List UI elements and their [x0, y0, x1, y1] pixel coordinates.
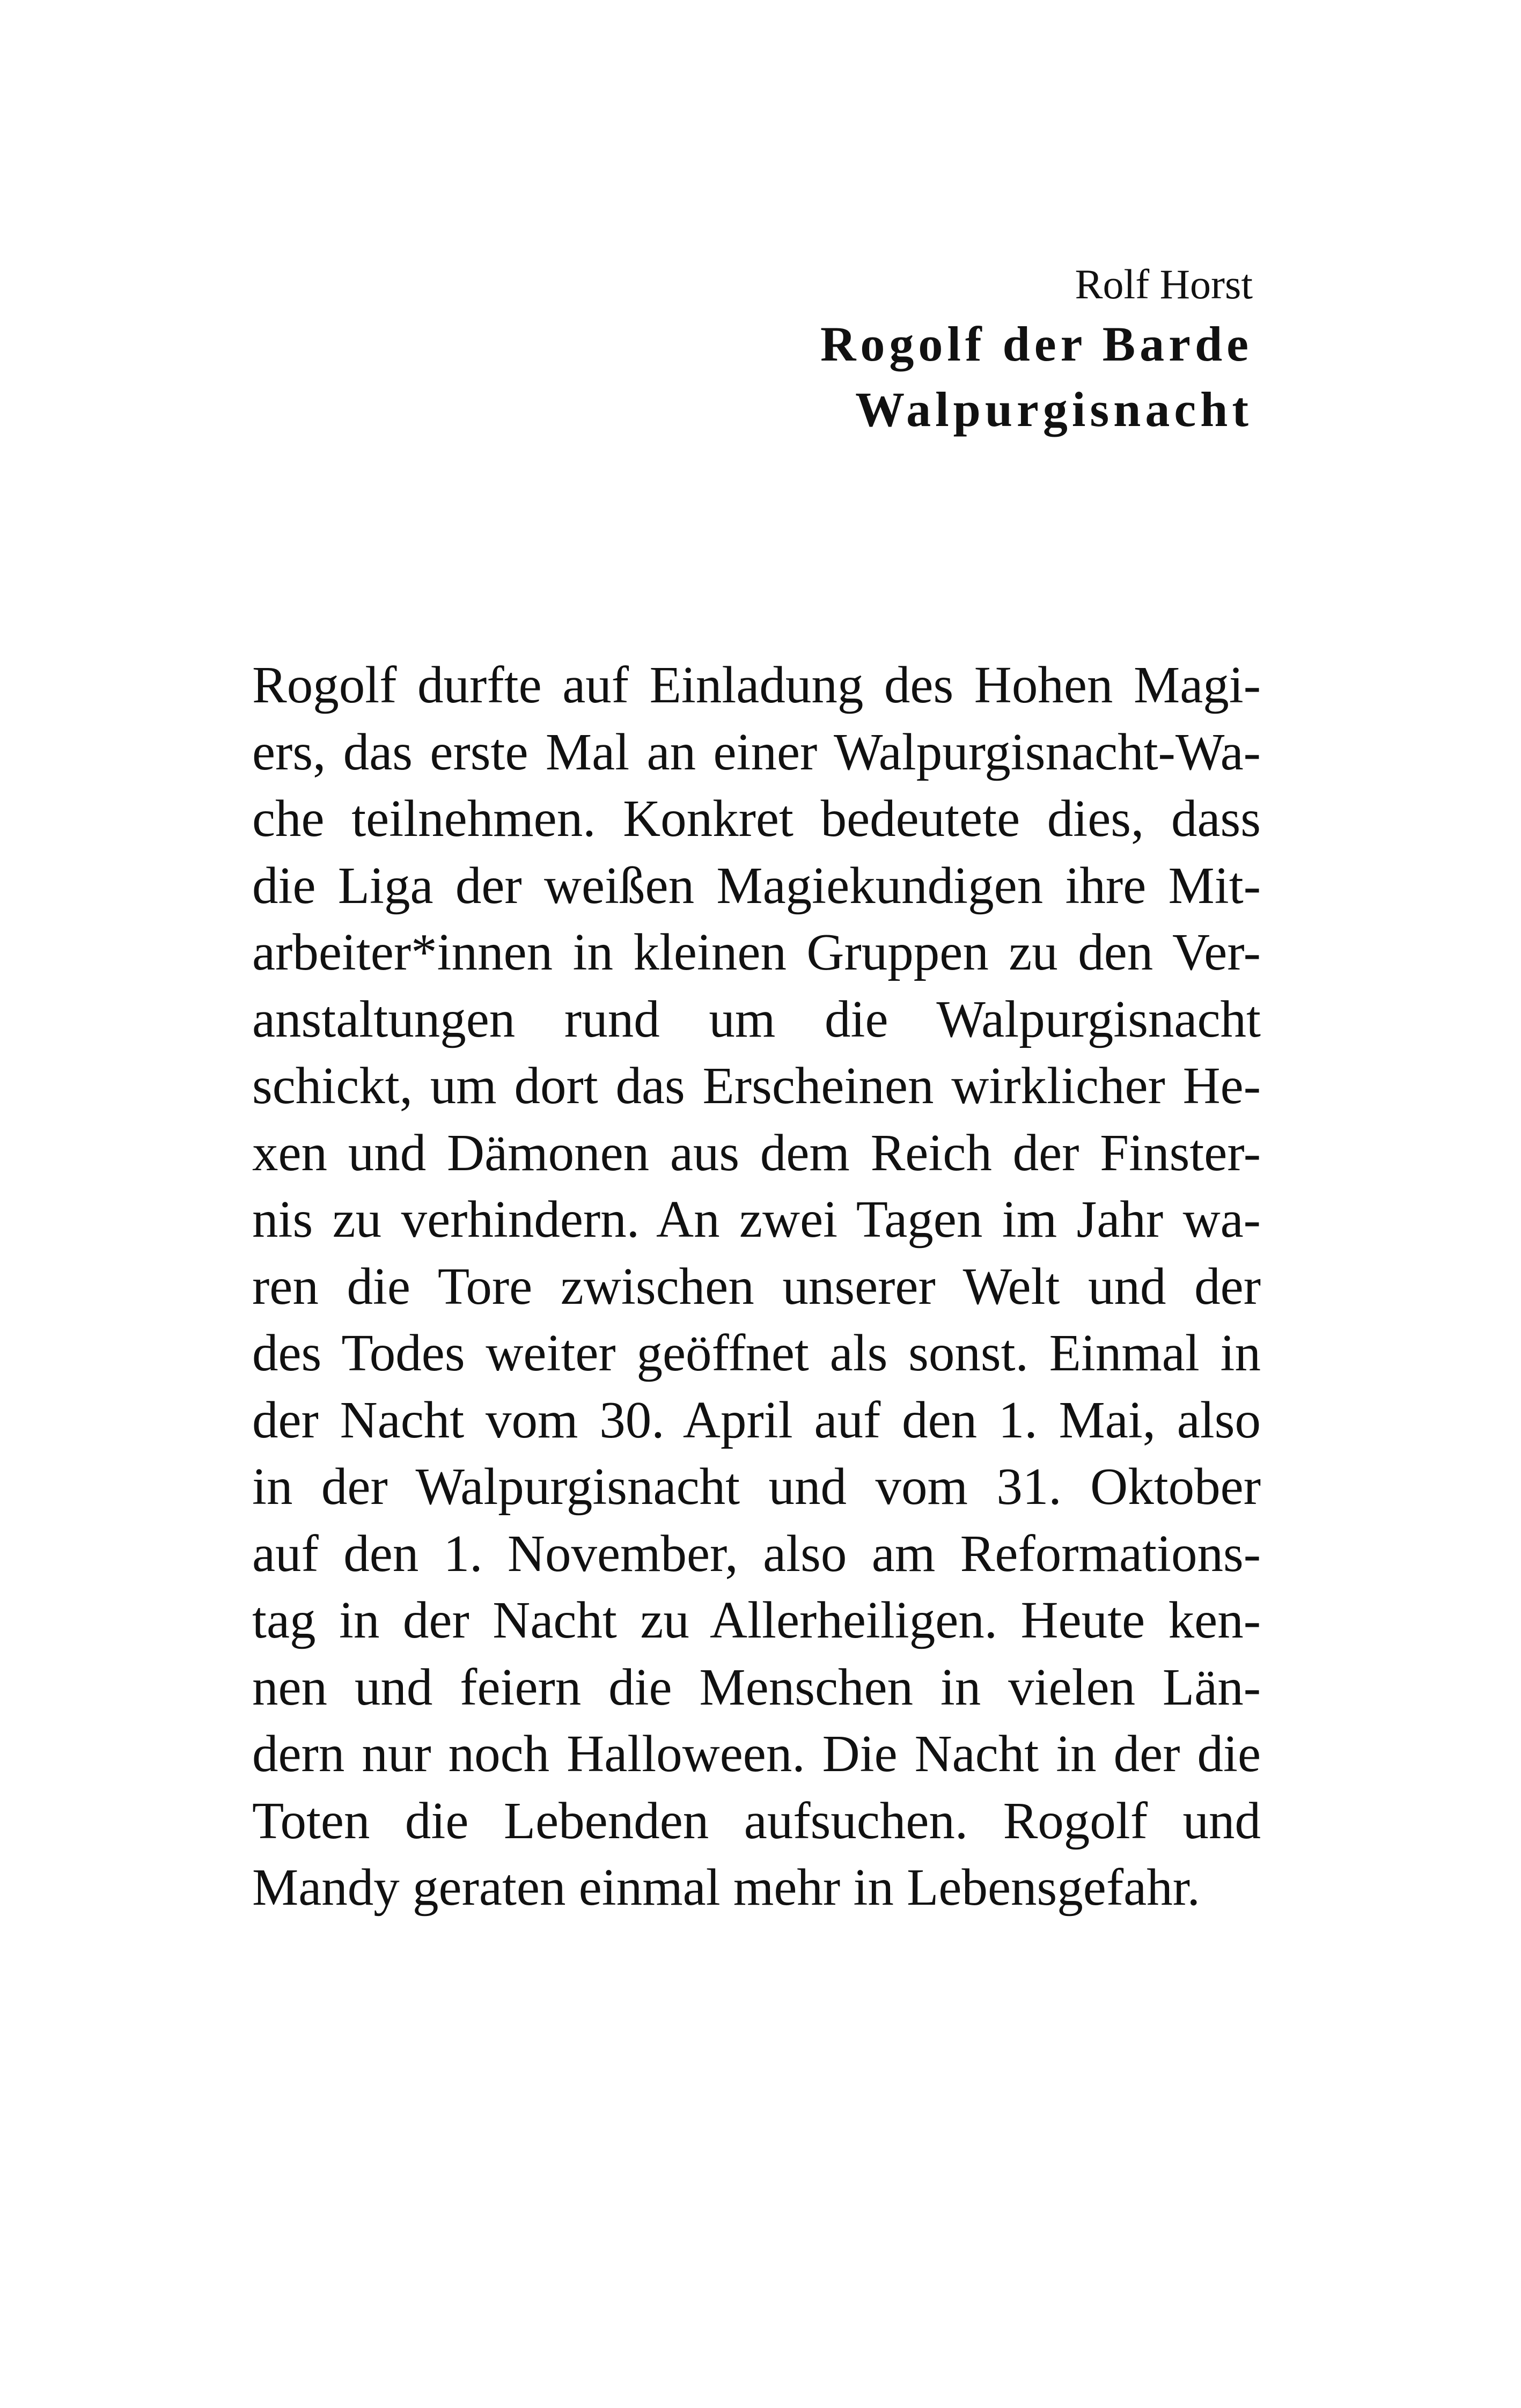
blurb-line: schickt, um dort das Erscheinen wirklicher He-	[252, 1057, 1261, 1114]
blurb-line: die Liga der weißen Magiekundigen ihre Mit-	[252, 856, 1261, 914]
blurb-line: der Nacht vom 30. April auf den 1. Mai, also	[252, 1391, 1261, 1449]
blurb-line: in der Walpurgisnacht und vom 31. Oktober	[252, 1458, 1261, 1515]
blurb-line: Rogolf durfte auf Einladung des Hohen Magi-	[252, 656, 1261, 714]
blurb-line: ers, das erste Mal an einer Walpurgisnacht-Wa-	[252, 723, 1261, 781]
blurb-line: anstaltungen rund um die Walpurgisnacht	[252, 990, 1261, 1048]
blurb-line: des Todes weiter geöffnet als sonst. Einmal in	[252, 1324, 1261, 1382]
blurb-line: Mandy geraten einmal mehr in Lebensgefahr.	[252, 1859, 1200, 1916]
blurb-line: ren die Tore zwischen unserer Welt und der	[252, 1257, 1261, 1315]
blurb-line: tag in der Nacht zu Allerheiligen. Heute ken-	[252, 1591, 1261, 1649]
blurb-line: Toten die Lebenden aufsuchen. Rogolf und	[252, 1792, 1261, 1849]
blurb-line: nen und feiern die Menschen in vielen Län-	[252, 1658, 1261, 1716]
blurb-text	[252, 652, 1261, 1921]
blurb-line: auf den 1. November, also am Reformations-	[252, 1524, 1261, 1582]
blurb-line: dern nur noch Halloween. Die Nacht in der die	[252, 1725, 1261, 1782]
book-header	[820, 258, 1253, 442]
author-name: Rolf Horst	[1075, 261, 1253, 307]
blurb-line: nis zu verhindern. An zwei Tagen im Jahr wa-	[252, 1191, 1261, 1248]
book-title-line-1: Rogolf der Barde	[820, 317, 1253, 371]
blurb-line: arbeiter*innen in kleinen Gruppen zu den Ver-	[252, 923, 1261, 981]
blurb-line: che teilnehmen. Konkret bedeutete dies, dass	[252, 790, 1261, 847]
blurb-line: xen und Dämonen aus dem Reich der Finster-	[252, 1124, 1261, 1181]
book-title-line-2: Walpurgisnacht	[855, 382, 1253, 437]
